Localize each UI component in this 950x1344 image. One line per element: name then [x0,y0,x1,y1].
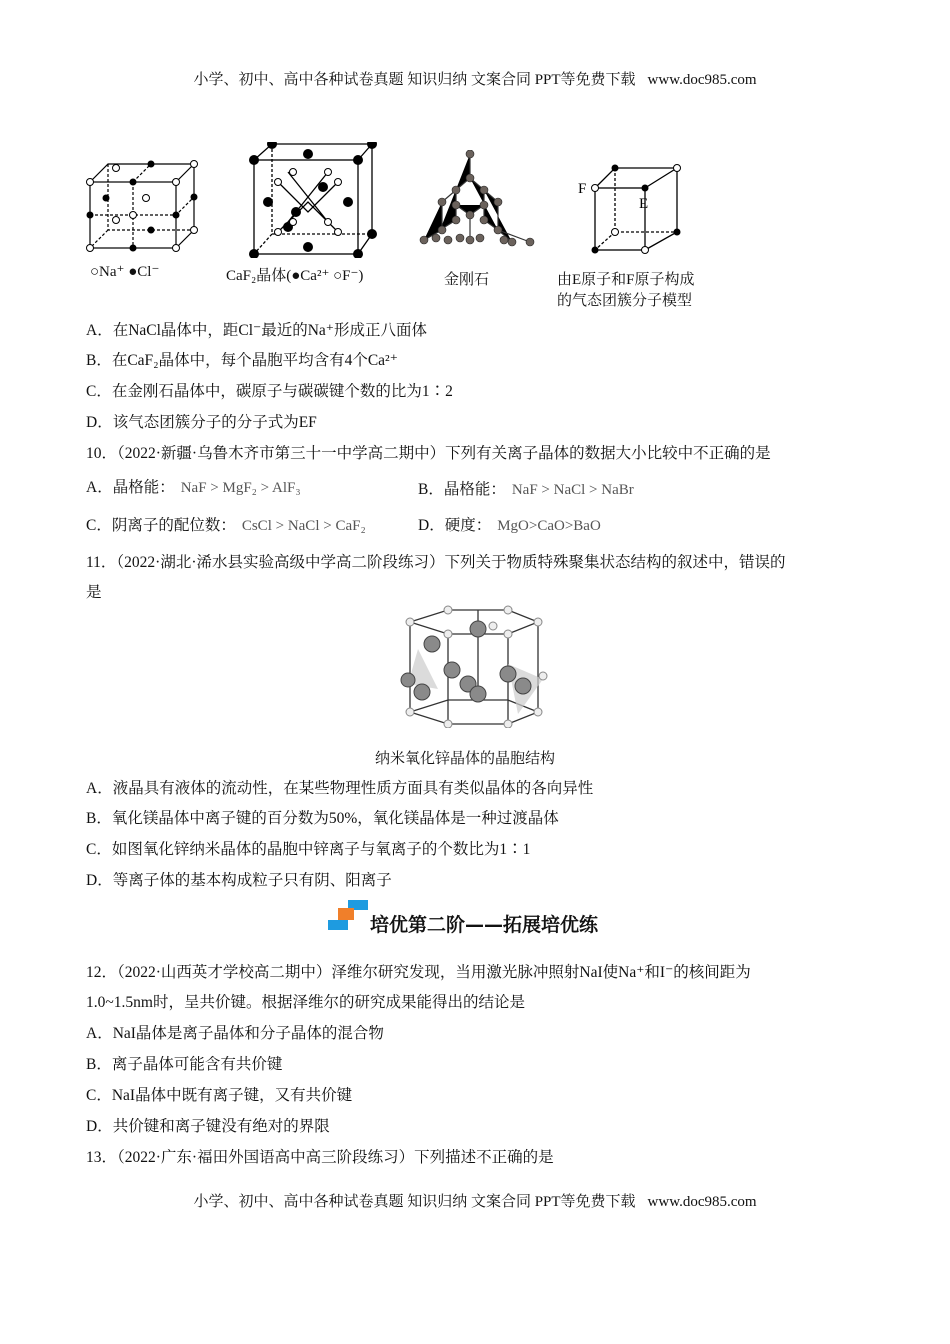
q9-option-c: C．在金刚石晶体中，碳原子与碳碳键个数的比为1∶2 [86,383,453,400]
header-text: 小学、初中、高中各种试卷真题 知识归纳 文案合同 PPT等免费下载 [193,72,636,88]
q11-option-d: D．等离子体的基本构成粒子只有阴、阳离子 [86,872,392,889]
q10-stem: 10．（2022·新疆·乌鲁木齐市第三十一中学高二期中）下列有关离子晶体的数据大小比较中不正确的是 [86,445,771,462]
q11-option-b: B．氧化镁晶体中离子键的百分数为50%，氧化镁晶体是一种过渡晶体 [86,810,559,827]
label-e: E [639,196,649,212]
q10-option-c [86,513,366,535]
q11-stem: 11．（2022·湖北·浠水县实验高级中学高二阶段练习）下列关于物质特殊聚集状态结构的叙述中，错误的 [86,554,786,571]
footer-link[interactable]: www.doc985.com [647,1194,757,1210]
caf2-crystal-figure [248,142,378,258]
nacl-caption: ○Na⁺ ●Cl⁻ [90,264,160,280]
zno-crystal-figure [398,604,554,728]
diamond-caption: 金刚石 [444,272,490,288]
option-formula: NaF > NaCl > NaBr [511,482,634,498]
q11-stem-cont: 是 [86,584,102,601]
option-label: D．硬度： [418,517,492,534]
nacl-crystal-figure [86,160,198,252]
page-footer [0,1190,950,1211]
q12-stem-cont: 1.0~1.5nm时，呈共价键。根据泽维尔的研究成果能得出的结论是 [86,994,525,1011]
q12-option-a: A．NaI晶体是离子晶体和分子晶体的混合物 [86,1025,384,1042]
cluster-caption [557,268,695,310]
q11-option-c: C．如图氧化锌纳米晶体的晶胞中锌离子与氧离子的个数比为1∶1 [86,841,531,858]
q12-option-c: C．NaI晶体中既有离子键，又有共价键 [86,1087,353,1104]
footer-text: 小学、初中、高中各种试卷真题 知识归纳 文案合同 PPT等免费下载 [193,1194,636,1210]
option-formula: NaF > MgF₂ > AlF₃ [180,480,301,496]
option-formula: MgO>CaO>BaO [497,518,601,534]
zno-caption: 纳米氧化锌晶体的晶胞结构 [375,751,556,767]
q10-option-a [86,475,301,497]
q9-option-b: B．在CaF₂晶体中，每个晶胞平均含有4个Ca²⁺ [86,352,398,369]
q10-option-b [418,477,634,499]
option-label: C．阴离子的配位数： [86,517,236,534]
section-logo-icon [328,900,370,932]
cluster-caption-line: 由E原子和F原子构成 [557,272,695,288]
section-title: 培优第二阶——拓展培优练 [370,914,599,936]
header-link[interactable]: www.doc985.com [647,72,757,88]
q10-option-d [418,513,601,535]
q11-option-a: A．液晶具有液体的流动性，在某些物理性质方面具有类似晶体的各向异性 [86,780,594,797]
caf2-caption: CaF₂晶体(●Ca²⁺ ○F⁻) [226,268,364,284]
label-f: F [578,181,587,197]
diamond-crystal-figure [412,150,536,250]
option-label: A．晶格能： [86,479,175,496]
q12-option-b: B．离子晶体可能含有共价键 [86,1056,283,1073]
option-label: B．晶格能： [418,481,506,498]
q13-stem: 13．（2022·广东·福田外国语高中高三阶段练习）下列描述不正确的是 [86,1149,554,1166]
q9-option-a: A．在NaCl晶体中，距Cl⁻最近的Na⁺形成正八面体 [86,322,427,339]
cluster-caption-line: 的气态团簇分子模型 [557,293,693,309]
ef-cluster-figure [575,160,695,260]
q9-option-d: D．该气态团簇分子的分子式为EF [86,414,317,431]
page-header [0,68,950,89]
q12-option-d: D．共价键和离子键没有绝对的界限 [86,1118,330,1135]
option-formula: CsCl > NaCl > CaF₂ [241,518,366,534]
q12-stem: 12．（2022·山西英才学校高二期中）泽维尔研究发现，当用激光脉冲照射NaI使Na⁺和I⁻的核间距为 [86,964,751,981]
